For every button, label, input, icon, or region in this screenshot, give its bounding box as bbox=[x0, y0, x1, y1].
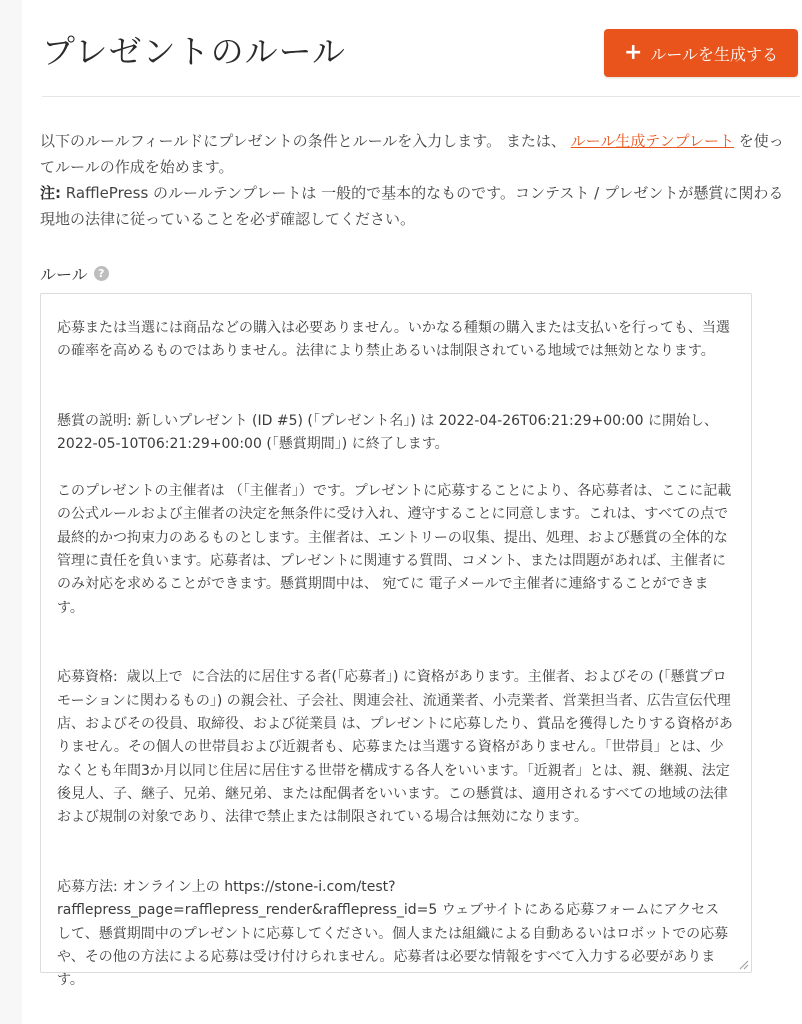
rules-textarea[interactable] bbox=[40, 293, 752, 989]
note-label: 注: bbox=[40, 184, 61, 202]
rules-paragraph-2: 懸賞の説明: 新しいプレゼント (ID #5) (「プレゼント名」) は 2022-04-26T06:21:29+00:00 に開始し、2022-05-10T06:21:29+00:00 (「懸賞期間」) に終了します。 bbox=[57, 413, 719, 453]
note-text: RafflePress のルールテンプレートは 一般的で基本的なものです。コンテスト / プレゼントが懸賞に関わる現地の法律に従っていることを必ず確認してください。 bbox=[40, 184, 784, 228]
rules-field-label bbox=[40, 262, 109, 285]
intro-text-2: を使ってルールの作成を始めます。 bbox=[40, 132, 784, 176]
header-divider bbox=[42, 96, 800, 97]
rules-paragraph-4: 応募資格: 歳以上で に合法的に居住する者(「応募者」) に資格があります。主催者、およびその (「懸賞プロモーションに関わるもの」) の親会社、子会社、関連会社、流通業者、小売業者、営業担当者、広告宣伝代理店、およびその役員、取締役、および従業員 は、プレゼントに応募したり、賞品を獲得したりする資格がありません。その個人の世帯員および近親者も、応募または当選する資格がありません。「世帯員」とは、少なくとも年間3か月以同じ住居に居住する世帯を構成する各人をいいます。「近親者」とは、親、継親、法定後見人、子、継子、兄弟、継兄弟、または配偶者をいいます。この懸賞は、適用されるすべての地域の法律および規制の対象であり、法律で禁止または制限されている場合は無効になります。 bbox=[57, 669, 733, 826]
intro-text bbox=[40, 128, 792, 232]
resize-grip-icon[interactable] bbox=[739, 960, 749, 970]
rules-label: ルール bbox=[40, 265, 88, 284]
rules-paragraph-3: このプレゼントの主催者は （「主催者」）です。プレゼントに応募することにより、各応募者は、ここに記載の公式ルールおよび主催者の決定を無条件に受け入れ、遵守することに同意します。これは、すべての点で最終的かつ拘束力のあるものとします。主催者は、エントリーの収集、提出、処理、および懸賞の全体的な管理に責任を負います。応募者は、プレゼントに関連する質問、コメント、または問題があれば、主催者にのみ対応を求めることができます。懸賞期間中は、 宛てに 電子メールで主催者に連絡することができます。 bbox=[57, 483, 732, 616]
help-icon[interactable]: ? bbox=[94, 266, 109, 281]
intro-text-1: 以下のルールフィールドにプレゼントの条件とルールを入力します。 または、 bbox=[40, 132, 566, 150]
generate-rules-label: ルールを生成する bbox=[650, 44, 779, 64]
rule-template-link[interactable]: ルール生成テンプレート bbox=[570, 132, 735, 150]
generate-rules-button[interactable] bbox=[604, 29, 798, 77]
plus-icon: + bbox=[623, 40, 643, 65]
rules-content bbox=[41, 294, 733, 993]
rules-panel bbox=[22, 0, 802, 1024]
rules-paragraph-1: 応募または当選には商品などの購入は必要ありません。いかなる種類の購入または支払いを行っても、当選の確率を高めるものではありません。法律により禁止あるいは制限されている地域では無効となります。 bbox=[57, 320, 730, 360]
rules-paragraph-5: 応募方法: オンライン上の https://stone-i.com/test?rafflepress_page=rafflepress_render&rafflepress_id=5 ウェブサイトにある応募フォームにアクセスして、懸賞期間中のプレゼントに応募してください。個人または組織による自動あるいはロボットでの応募や、その他の方法による応募は受け付けられません。応募者は必要な情報をすべて入力する必要があります。 bbox=[57, 879, 729, 989]
page-title: プレゼントのルール bbox=[42, 32, 347, 71]
